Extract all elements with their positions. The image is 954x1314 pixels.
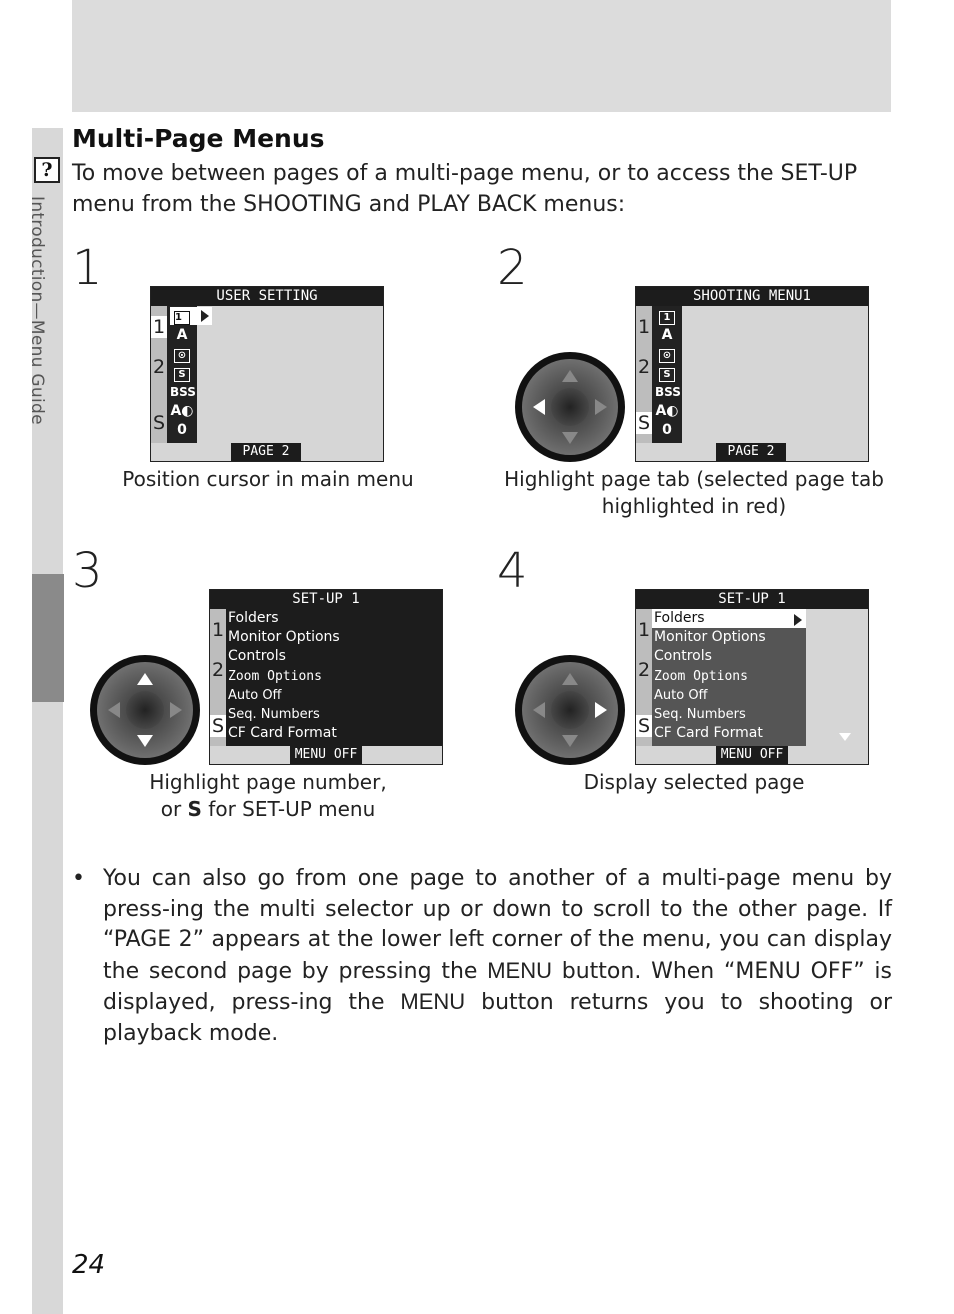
- step-caption: Position cursor in main menu: [122, 467, 414, 491]
- exposure-icon: 0: [662, 422, 672, 438]
- lcd-title: SET-UP 1: [210, 590, 442, 609]
- menu-list: [226, 609, 442, 746]
- step-caption: Display selected page: [583, 770, 805, 794]
- auto-mode-icon: A: [661, 327, 673, 343]
- lcd-title: SHOOTING MENU1: [636, 287, 868, 306]
- bullet-text: You can also go from one page to another of a multi-page menu by press-ing the multi selector up or down to scroll to the other page. If “PAGE 2” appears at the lower left corner of the menu, you can display the second page by pressing the MENU button. When “MENU OFF” is displayed, press-ing the MENU button returns you to shooting or playback mode.: [103, 866, 892, 1046]
- menu-item: Controls: [228, 648, 286, 664]
- lcd-screen: [209, 589, 443, 765]
- header-band: [72, 0, 891, 112]
- section-title: Multi-Page Menus: [72, 124, 325, 153]
- frame-icon: 1: [655, 307, 679, 325]
- step-number: 4: [497, 543, 528, 599]
- lcd-footer: [636, 746, 868, 764]
- caption-line: or S for SET-UP menu: [160, 797, 376, 821]
- page-tab-selected: S: [637, 412, 651, 434]
- arrow-right-icon: [201, 310, 209, 322]
- help-icon: ?: [34, 157, 60, 183]
- multi-selector-icon: [515, 352, 625, 462]
- menu-item: Monitor Options: [654, 629, 766, 645]
- page-number: 24: [72, 1250, 106, 1280]
- right-arrow-icon: [595, 702, 607, 718]
- lcd-icon-column: [167, 306, 197, 443]
- caption-line: Highlight page number,: [149, 770, 387, 794]
- lcd-footer: [636, 443, 868, 461]
- frame-icon: 1: [170, 307, 212, 325]
- section-intro: To move between pages of a multi-page menu, or to access the SET-UP menu from the SHOOTING and PLAY BACK menus:: [72, 161, 858, 217]
- menu-item: Seq. Numbers: [228, 707, 320, 722]
- menu-item: Auto Off: [228, 688, 282, 703]
- lcd-tabs: [636, 306, 652, 443]
- menu-list: [652, 609, 806, 746]
- metering-icon: ⊙: [170, 345, 194, 363]
- step-caption: Highlight page tab (selected page tab highlighted in red): [504, 467, 884, 518]
- page-tab-selected: S: [637, 715, 651, 737]
- step-number: 3: [72, 543, 103, 599]
- lcd-screen: [635, 286, 869, 462]
- menu-item: Seq. Numbers: [654, 707, 746, 722]
- page-tab: 1: [637, 619, 651, 641]
- menu-item: Monitor Options: [228, 629, 340, 645]
- menu-item: Zoom Options: [228, 669, 322, 684]
- lcd-title: SET-UP 1: [636, 590, 868, 609]
- menu-button-label: MENU: [400, 989, 466, 1014]
- side-section-tab: [32, 574, 64, 702]
- page-tab: 2: [637, 356, 651, 378]
- menu-item: Controls: [654, 648, 712, 664]
- menu-item: Zoom Options: [654, 669, 748, 684]
- page-tab: 2: [152, 356, 166, 378]
- page-tab: 2: [637, 659, 651, 681]
- lcd-tabs: [151, 306, 167, 443]
- arrow-right-icon: [794, 614, 802, 626]
- step-number: 2: [497, 240, 528, 296]
- step-caption: [100, 769, 436, 823]
- down-arrow-icon: [137, 735, 153, 747]
- metering-icon: ⊙: [655, 345, 679, 363]
- side-section-label: Introduction—Menu Guide: [27, 196, 47, 425]
- menu-item: Folders: [228, 610, 279, 626]
- page-tab: 1: [152, 316, 166, 338]
- contrast-icon: A◐: [655, 403, 679, 419]
- page-tab: S: [152, 412, 166, 434]
- lcd-footer: [151, 443, 383, 461]
- exposure-icon: 0: [177, 422, 187, 438]
- page-2-label: PAGE 2: [716, 443, 786, 461]
- menu-off-label: MENU OFF: [290, 746, 362, 764]
- left-arrow-icon: [533, 399, 545, 415]
- bss-icon: BSS: [655, 385, 681, 399]
- page-tab-selected: S: [211, 715, 225, 737]
- lcd-tabs: [636, 609, 652, 746]
- menu-item: CF Card Format: [228, 725, 337, 741]
- multi-selector-icon: [515, 655, 625, 765]
- lcd-title: USER SETTING: [151, 287, 383, 306]
- scroll-down-icon: [839, 733, 851, 741]
- continuous-icon: S: [655, 364, 679, 382]
- continuous-icon: S: [170, 364, 194, 382]
- menu-button-label: MENU: [487, 957, 552, 983]
- lcd-icon-column: [652, 306, 682, 443]
- lcd-screen: [150, 286, 384, 462]
- lcd-tabs: [210, 609, 226, 746]
- lcd-screen: [635, 589, 869, 765]
- menu-item: CF Card Format: [654, 725, 763, 741]
- page-tab: 1: [211, 619, 225, 641]
- lcd-footer: [210, 746, 442, 764]
- page-2-label: PAGE 2: [231, 443, 301, 461]
- menu-item-selected: Folders: [652, 609, 806, 628]
- up-arrow-icon: [137, 673, 153, 685]
- contrast-icon: A◐: [170, 403, 194, 419]
- bullet-note: [72, 864, 892, 1049]
- bullet-icon: •: [72, 866, 85, 891]
- page-tab: 2: [211, 659, 225, 681]
- multi-selector-icon: [90, 655, 200, 765]
- bss-icon: BSS: [170, 385, 196, 399]
- step-number: 1: [72, 240, 103, 296]
- menu-item: Auto Off: [654, 688, 708, 703]
- page-tab: 1: [637, 316, 651, 338]
- auto-mode-icon: A: [176, 327, 188, 343]
- menu-off-label: MENU OFF: [716, 746, 788, 764]
